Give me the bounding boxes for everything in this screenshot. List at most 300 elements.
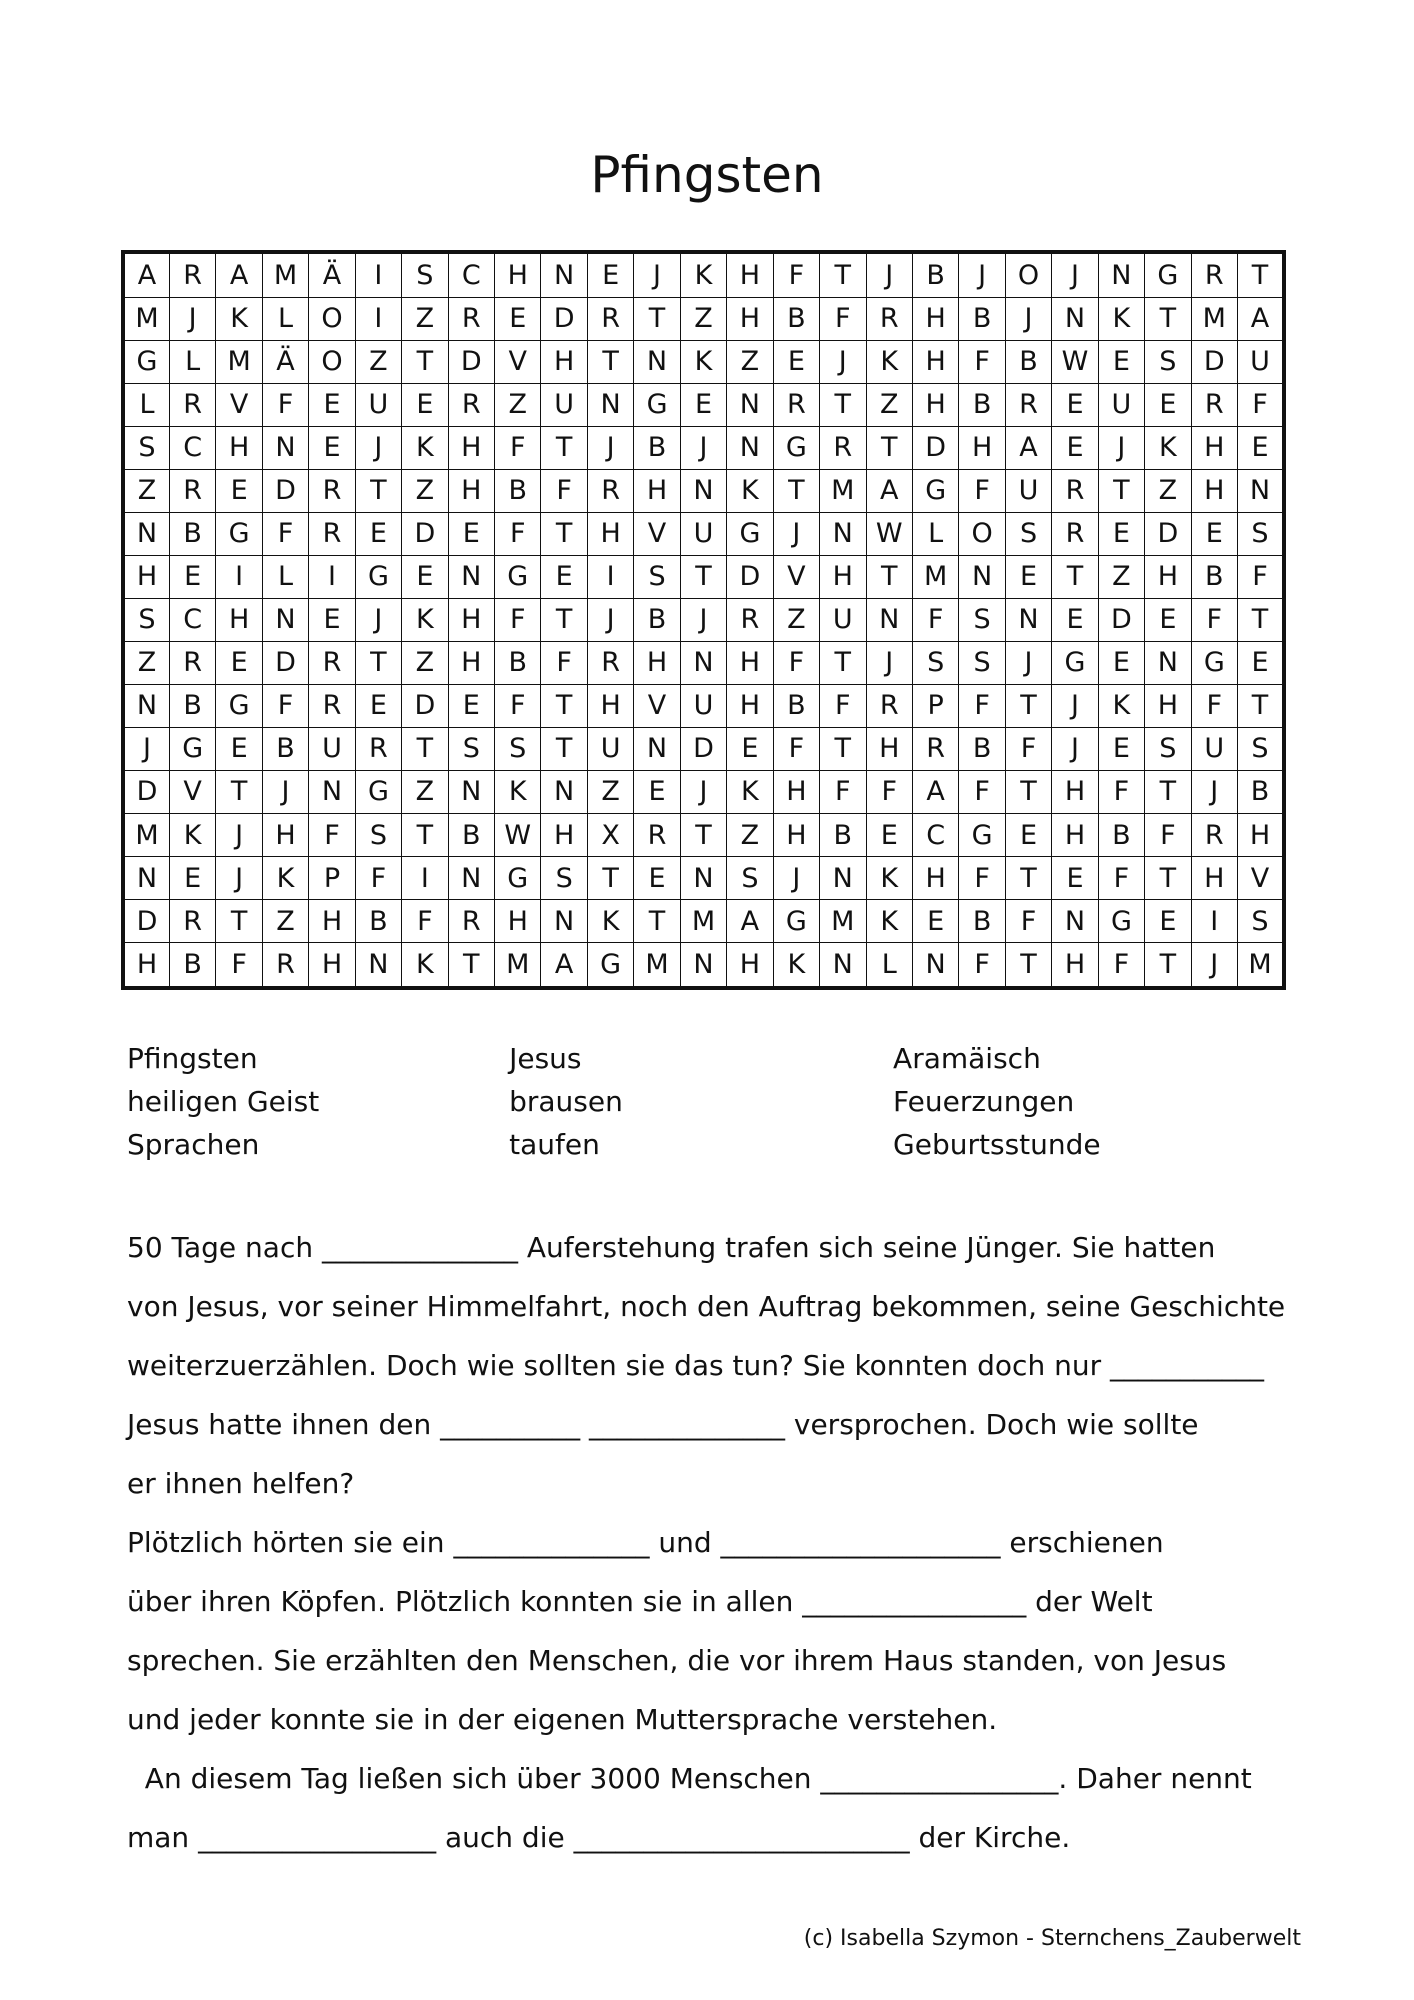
grid-cell: B	[169, 684, 215, 727]
grid-cell: W	[495, 814, 541, 857]
grid-cell: F	[820, 770, 866, 813]
grid-cell: H	[912, 297, 958, 340]
grid-cell: E	[634, 857, 680, 900]
grid-cell: F	[262, 383, 308, 426]
grid-cell: G	[773, 900, 819, 943]
grid-cell: M	[262, 252, 308, 297]
grid-cell: H	[634, 641, 680, 684]
grid-cell: M	[680, 900, 726, 943]
grid-cell: E	[448, 512, 494, 555]
grid-cell: F	[959, 469, 1005, 512]
text-line: man _________________ auch die ________________________ der Kirche.	[127, 1821, 1071, 1854]
grid-cell: J	[1191, 943, 1237, 988]
grid-cell: H	[912, 340, 958, 383]
grid-cell: R	[820, 426, 866, 469]
grid-cell: Z	[402, 770, 448, 813]
grid-cell: K	[216, 297, 262, 340]
grid-cell: E	[727, 727, 773, 770]
grid-cell: S	[1238, 900, 1285, 943]
grid-cell: T	[541, 512, 587, 555]
grid-cell: H	[541, 340, 587, 383]
grid-cell: R	[309, 641, 355, 684]
grid-row	[123, 555, 1284, 598]
grid-cell: K	[866, 857, 912, 900]
grid-cell: R	[587, 297, 633, 340]
grid-cell: T	[448, 943, 494, 988]
grid-cell: E	[1005, 555, 1051, 598]
grid-cell: E	[1052, 383, 1098, 426]
grid-cell: Z	[727, 814, 773, 857]
grid-cell: S	[123, 598, 169, 641]
grid-cell: N	[1238, 469, 1285, 512]
text-line: 50 Tage nach ______________ Auferstehung trafen sich seine Jünger. Sie hatten	[127, 1231, 1216, 1264]
grid-cell: T	[1005, 770, 1051, 813]
grid-cell: E	[1098, 727, 1144, 770]
grid-cell: K	[169, 814, 215, 857]
grid-cell: X	[587, 814, 633, 857]
grid-cell: F	[262, 512, 308, 555]
grid-cell: Ä	[309, 252, 355, 297]
grid-cell: Z	[587, 770, 633, 813]
grid-cell: E	[169, 555, 215, 598]
grid-cell: Z	[262, 900, 308, 943]
grid-cell: N	[820, 512, 866, 555]
grid-cell: H	[495, 252, 541, 297]
word-list-row	[127, 1080, 1277, 1123]
grid-cell: Z	[402, 641, 448, 684]
grid-cell: G	[912, 469, 958, 512]
grid-cell: K	[402, 598, 448, 641]
grid-cell: G	[587, 943, 633, 988]
grid-cell: T	[634, 297, 680, 340]
grid-cell: G	[1191, 641, 1237, 684]
grid-cell: N	[541, 900, 587, 943]
grid-cell: N	[123, 857, 169, 900]
grid-cell: J	[773, 857, 819, 900]
grid-cell: G	[773, 426, 819, 469]
grid-cell: A	[866, 469, 912, 512]
grid-cell: M	[820, 469, 866, 512]
grid-cell: P	[912, 684, 958, 727]
grid-cell: D	[541, 297, 587, 340]
text-line: Jesus hatte ihnen den __________ ______________ versprochen. Doch wie sollte	[127, 1408, 1199, 1441]
grid-row	[123, 900, 1284, 943]
grid-cell: D	[1098, 598, 1144, 641]
grid-cell: F	[820, 297, 866, 340]
grid-row	[123, 857, 1284, 900]
grid-cell: H	[1191, 426, 1237, 469]
grid-cell: H	[773, 770, 819, 813]
grid-cell: T	[680, 555, 726, 598]
grid-cell: V	[216, 383, 262, 426]
grid-cell: P	[309, 857, 355, 900]
grid-cell: E	[1238, 426, 1285, 469]
grid-cell: G	[495, 857, 541, 900]
word-list-item: Sprachen	[127, 1128, 260, 1161]
grid-cell: T	[866, 426, 912, 469]
grid-cell: H	[1238, 814, 1285, 857]
grid-cell: R	[355, 727, 401, 770]
grid-cell: E	[680, 383, 726, 426]
grid-cell: F	[495, 684, 541, 727]
grid-cell: T	[541, 684, 587, 727]
grid-cell: T	[680, 814, 726, 857]
grid-cell: I	[1191, 900, 1237, 943]
grid-cell: J	[959, 252, 1005, 297]
grid-cell: M	[634, 943, 680, 988]
grid-cell: N	[262, 426, 308, 469]
grid-cell: N	[959, 555, 1005, 598]
grid-cell: H	[1052, 770, 1098, 813]
grid-cell: R	[448, 383, 494, 426]
grid-cell: N	[680, 641, 726, 684]
grid-cell: I	[216, 555, 262, 598]
grid-cell: T	[1145, 943, 1191, 988]
grid-cell: H	[495, 900, 541, 943]
grid-cell: F	[1098, 857, 1144, 900]
grid-cell: T	[216, 900, 262, 943]
grid-cell: F	[1005, 900, 1051, 943]
grid-cell: J	[1005, 641, 1051, 684]
grid-cell: H	[309, 900, 355, 943]
grid-cell: F	[1098, 943, 1144, 988]
grid-cell: R	[587, 641, 633, 684]
grid-cell: S	[727, 857, 773, 900]
grid-cell: D	[402, 512, 448, 555]
grid-cell: R	[727, 598, 773, 641]
grid-cell: T	[402, 727, 448, 770]
grid-cell: M	[123, 814, 169, 857]
grid-cell: B	[959, 297, 1005, 340]
grid-cell: Z	[773, 598, 819, 641]
grid-cell: N	[866, 598, 912, 641]
grid-cell: D	[1145, 512, 1191, 555]
grid-cell: J	[866, 252, 912, 297]
grid-row	[123, 512, 1284, 555]
grid-cell: B	[495, 469, 541, 512]
grid-cell: Z	[402, 297, 448, 340]
grid-cell: B	[355, 900, 401, 943]
grid-cell: D	[1191, 340, 1237, 383]
grid-cell: U	[587, 727, 633, 770]
grid-cell: E	[634, 770, 680, 813]
grid-cell: B	[169, 512, 215, 555]
grid-row	[123, 383, 1284, 426]
text-line: über ihren Köpfen. Plötzlich konnten sie in allen ________________ der Welt	[127, 1585, 1153, 1618]
grid-cell: C	[448, 252, 494, 297]
grid-cell: H	[1145, 555, 1191, 598]
grid-cell: Z	[123, 469, 169, 512]
grid-cell: T	[1005, 943, 1051, 988]
grid-cell: R	[866, 684, 912, 727]
grid-cell: E	[402, 383, 448, 426]
grid-cell: J	[1191, 770, 1237, 813]
grid-cell: H	[727, 943, 773, 988]
grid-cell: E	[309, 426, 355, 469]
grid-cell: K	[587, 900, 633, 943]
grid-cell: N	[727, 383, 773, 426]
grid-cell: F	[495, 598, 541, 641]
grid-cell: O	[1005, 252, 1051, 297]
word-list-row	[127, 1123, 1277, 1166]
grid-cell: R	[634, 814, 680, 857]
grid-cell: N	[541, 770, 587, 813]
grid-cell: E	[1098, 340, 1144, 383]
grid-cell: F	[1005, 727, 1051, 770]
grid-cell: M	[1238, 943, 1285, 988]
grid-cell: Z	[355, 340, 401, 383]
grid-cell: E	[1191, 512, 1237, 555]
grid-cell: J	[1052, 252, 1098, 297]
grid-cell: I	[355, 297, 401, 340]
grid-cell: H	[1145, 684, 1191, 727]
grid-cell: E	[1098, 641, 1144, 684]
grid-cell: G	[1052, 641, 1098, 684]
grid-cell: K	[402, 943, 448, 988]
grid-cell: G	[495, 555, 541, 598]
grid-cell: T	[541, 598, 587, 641]
grid-row	[123, 770, 1284, 813]
word-list-item: Feuerzungen	[893, 1085, 1075, 1118]
text-line: von Jesus, vor seiner Himmelfahrt, noch den Auftrag bekommen, seine Geschichte	[127, 1290, 1286, 1323]
grid-cell: G	[169, 727, 215, 770]
grid-cell: R	[169, 252, 215, 297]
grid-cell: F	[402, 900, 448, 943]
grid-cell: T	[1005, 684, 1051, 727]
grid-cell: I	[355, 252, 401, 297]
grid-cell: B	[1238, 770, 1285, 813]
grid-cell: T	[402, 340, 448, 383]
grid-cell: T	[1145, 770, 1191, 813]
grid-row	[123, 943, 1284, 988]
grid-cell: E	[216, 641, 262, 684]
grid-cell: T	[820, 383, 866, 426]
grid-cell: F	[1191, 598, 1237, 641]
grid-cell: J	[680, 598, 726, 641]
grid-cell: C	[169, 598, 215, 641]
grid-cell: J	[169, 297, 215, 340]
grid-cell: D	[912, 426, 958, 469]
grid-cell: N	[1005, 598, 1051, 641]
grid-cell: M	[912, 555, 958, 598]
grid-cell: E	[1005, 814, 1051, 857]
grid-cell: T	[587, 340, 633, 383]
grid-row	[123, 727, 1284, 770]
grid-cell: F	[216, 943, 262, 988]
grid-cell: Z	[866, 383, 912, 426]
grid-cell: J	[820, 340, 866, 383]
grid-cell: D	[123, 770, 169, 813]
grid-cell: S	[959, 641, 1005, 684]
grid-cell: G	[355, 770, 401, 813]
grid-cell: F	[495, 426, 541, 469]
grid-cell: E	[1052, 426, 1098, 469]
grid-cell: V	[169, 770, 215, 813]
grid-cell: K	[866, 340, 912, 383]
grid-cell: T	[402, 814, 448, 857]
grid-cell: T	[1238, 598, 1285, 641]
grid-cell: S	[355, 814, 401, 857]
grid-cell: R	[309, 469, 355, 512]
grid-cell: T	[355, 641, 401, 684]
grid-cell: S	[1005, 512, 1051, 555]
grid-cell: E	[1098, 512, 1144, 555]
grid-cell: U	[1098, 383, 1144, 426]
grid-cell: E	[169, 857, 215, 900]
grid-cell: T	[820, 727, 866, 770]
grid-cell: F	[1238, 383, 1285, 426]
grid-cell: H	[634, 469, 680, 512]
grid-row	[123, 297, 1284, 340]
grid-cell: J	[355, 426, 401, 469]
grid-cell: W	[866, 512, 912, 555]
grid-cell: N	[355, 943, 401, 988]
grid-cell: U	[680, 512, 726, 555]
grid-cell: E	[309, 383, 355, 426]
grid-cell: C	[912, 814, 958, 857]
grid-cell: J	[680, 770, 726, 813]
grid-cell: R	[1191, 383, 1237, 426]
grid-cell: H	[1052, 943, 1098, 988]
grid-cell: V	[634, 512, 680, 555]
grid-cell: K	[727, 469, 773, 512]
grid-cell: L	[262, 297, 308, 340]
grid-cell: L	[123, 383, 169, 426]
cloze-text	[127, 1218, 1307, 1867]
grid-cell: U	[1005, 469, 1051, 512]
grid-cell: S	[634, 555, 680, 598]
grid-cell: F	[355, 857, 401, 900]
grid-cell: F	[820, 684, 866, 727]
grid-cell: Z	[1145, 469, 1191, 512]
grid-cell: N	[1098, 252, 1144, 297]
grid-cell: N	[680, 857, 726, 900]
grid-cell: D	[448, 340, 494, 383]
grid-cell: H	[448, 469, 494, 512]
grid-cell: N	[820, 857, 866, 900]
grid-cell: E	[355, 512, 401, 555]
grid-cell: H	[727, 641, 773, 684]
grid-cell: H	[727, 297, 773, 340]
grid-cell: K	[1145, 426, 1191, 469]
grid-cell: F	[541, 469, 587, 512]
grid-cell: D	[123, 900, 169, 943]
grid-cell: H	[959, 426, 1005, 469]
grid-cell: S	[448, 727, 494, 770]
grid-cell: U	[541, 383, 587, 426]
grid-cell: H	[1191, 469, 1237, 512]
grid-cell: H	[866, 727, 912, 770]
grid-cell: O	[309, 297, 355, 340]
grid-cell: G	[216, 684, 262, 727]
grid-cell: F	[1191, 684, 1237, 727]
text-line: An diesem Tag ließen sich über 3000 Menschen _________________. Daher nennt	[127, 1762, 1252, 1795]
grid-cell: F	[959, 943, 1005, 988]
grid-cell: R	[309, 684, 355, 727]
grid-cell: J	[587, 426, 633, 469]
grid-row	[123, 598, 1284, 641]
grid-cell: N	[912, 943, 958, 988]
grid-cell: K	[680, 252, 726, 297]
grid-cell: R	[169, 641, 215, 684]
grid-cell: T	[1098, 469, 1144, 512]
grid-cell: Z	[1098, 555, 1144, 598]
grid-cell: K	[262, 857, 308, 900]
grid-cell: T	[541, 426, 587, 469]
grid-cell: J	[866, 641, 912, 684]
grid-cell: N	[448, 555, 494, 598]
grid-cell: N	[727, 426, 773, 469]
grid-cell: N	[123, 512, 169, 555]
grid-cell: R	[169, 469, 215, 512]
grid-cell: A	[1005, 426, 1051, 469]
grid-cell: U	[820, 598, 866, 641]
grid-cell: J	[587, 598, 633, 641]
grid-cell: R	[262, 943, 308, 988]
grid-row	[123, 469, 1284, 512]
grid-cell: V	[634, 684, 680, 727]
grid-cell: R	[448, 900, 494, 943]
grid-cell: R	[912, 727, 958, 770]
grid-cell: S	[959, 598, 1005, 641]
grid-cell: R	[1191, 252, 1237, 297]
grid-cell: V	[495, 340, 541, 383]
grid-cell: T	[355, 469, 401, 512]
grid-cell: T	[773, 469, 819, 512]
grid-row	[123, 340, 1284, 383]
grid-cell: B	[1191, 555, 1237, 598]
grid-cell: E	[773, 340, 819, 383]
text-line: er ihnen helfen?	[127, 1467, 355, 1500]
grid-cell: H	[1052, 814, 1098, 857]
grid-cell: T	[1145, 857, 1191, 900]
grid-cell: F	[309, 814, 355, 857]
grid-cell: M	[123, 297, 169, 340]
text-line: weiterzuerzählen. Doch wie sollten sie das tun? Sie konnten doch nur ___________	[127, 1349, 1264, 1382]
grid-cell: H	[123, 555, 169, 598]
grid-cell: H	[448, 641, 494, 684]
grid-cell: C	[169, 426, 215, 469]
grid-cell: H	[820, 555, 866, 598]
grid-cell: D	[680, 727, 726, 770]
grid-cell: N	[309, 770, 355, 813]
grid-cell: Z	[680, 297, 726, 340]
grid-cell: T	[587, 857, 633, 900]
grid-cell: B	[169, 943, 215, 988]
grid-cell: K	[402, 426, 448, 469]
word-list-item: Aramäisch	[893, 1042, 1041, 1075]
grid-cell: H	[448, 598, 494, 641]
grid-row	[123, 426, 1284, 469]
grid-cell: N	[680, 943, 726, 988]
grid-cell: Ä	[262, 340, 308, 383]
word-list-item: brausen	[509, 1085, 623, 1118]
grid-cell: T	[866, 555, 912, 598]
grid-cell: E	[541, 555, 587, 598]
grid-cell: N	[680, 469, 726, 512]
grid-cell: E	[1145, 383, 1191, 426]
copyright-note: (c) Isabella Szymon - Sternchens_Zauberwelt	[803, 1926, 1301, 1951]
grid-cell: Z	[495, 383, 541, 426]
grid-cell: T	[820, 252, 866, 297]
grid-cell: R	[169, 900, 215, 943]
text-line: und jeder konnte sie in der eigenen Muttersprache verstehen.	[127, 1703, 998, 1736]
grid-cell: T	[1238, 684, 1285, 727]
grid-cell: N	[123, 684, 169, 727]
grid-cell: R	[773, 383, 819, 426]
grid-cell: H	[773, 814, 819, 857]
grid-cell: B	[820, 814, 866, 857]
